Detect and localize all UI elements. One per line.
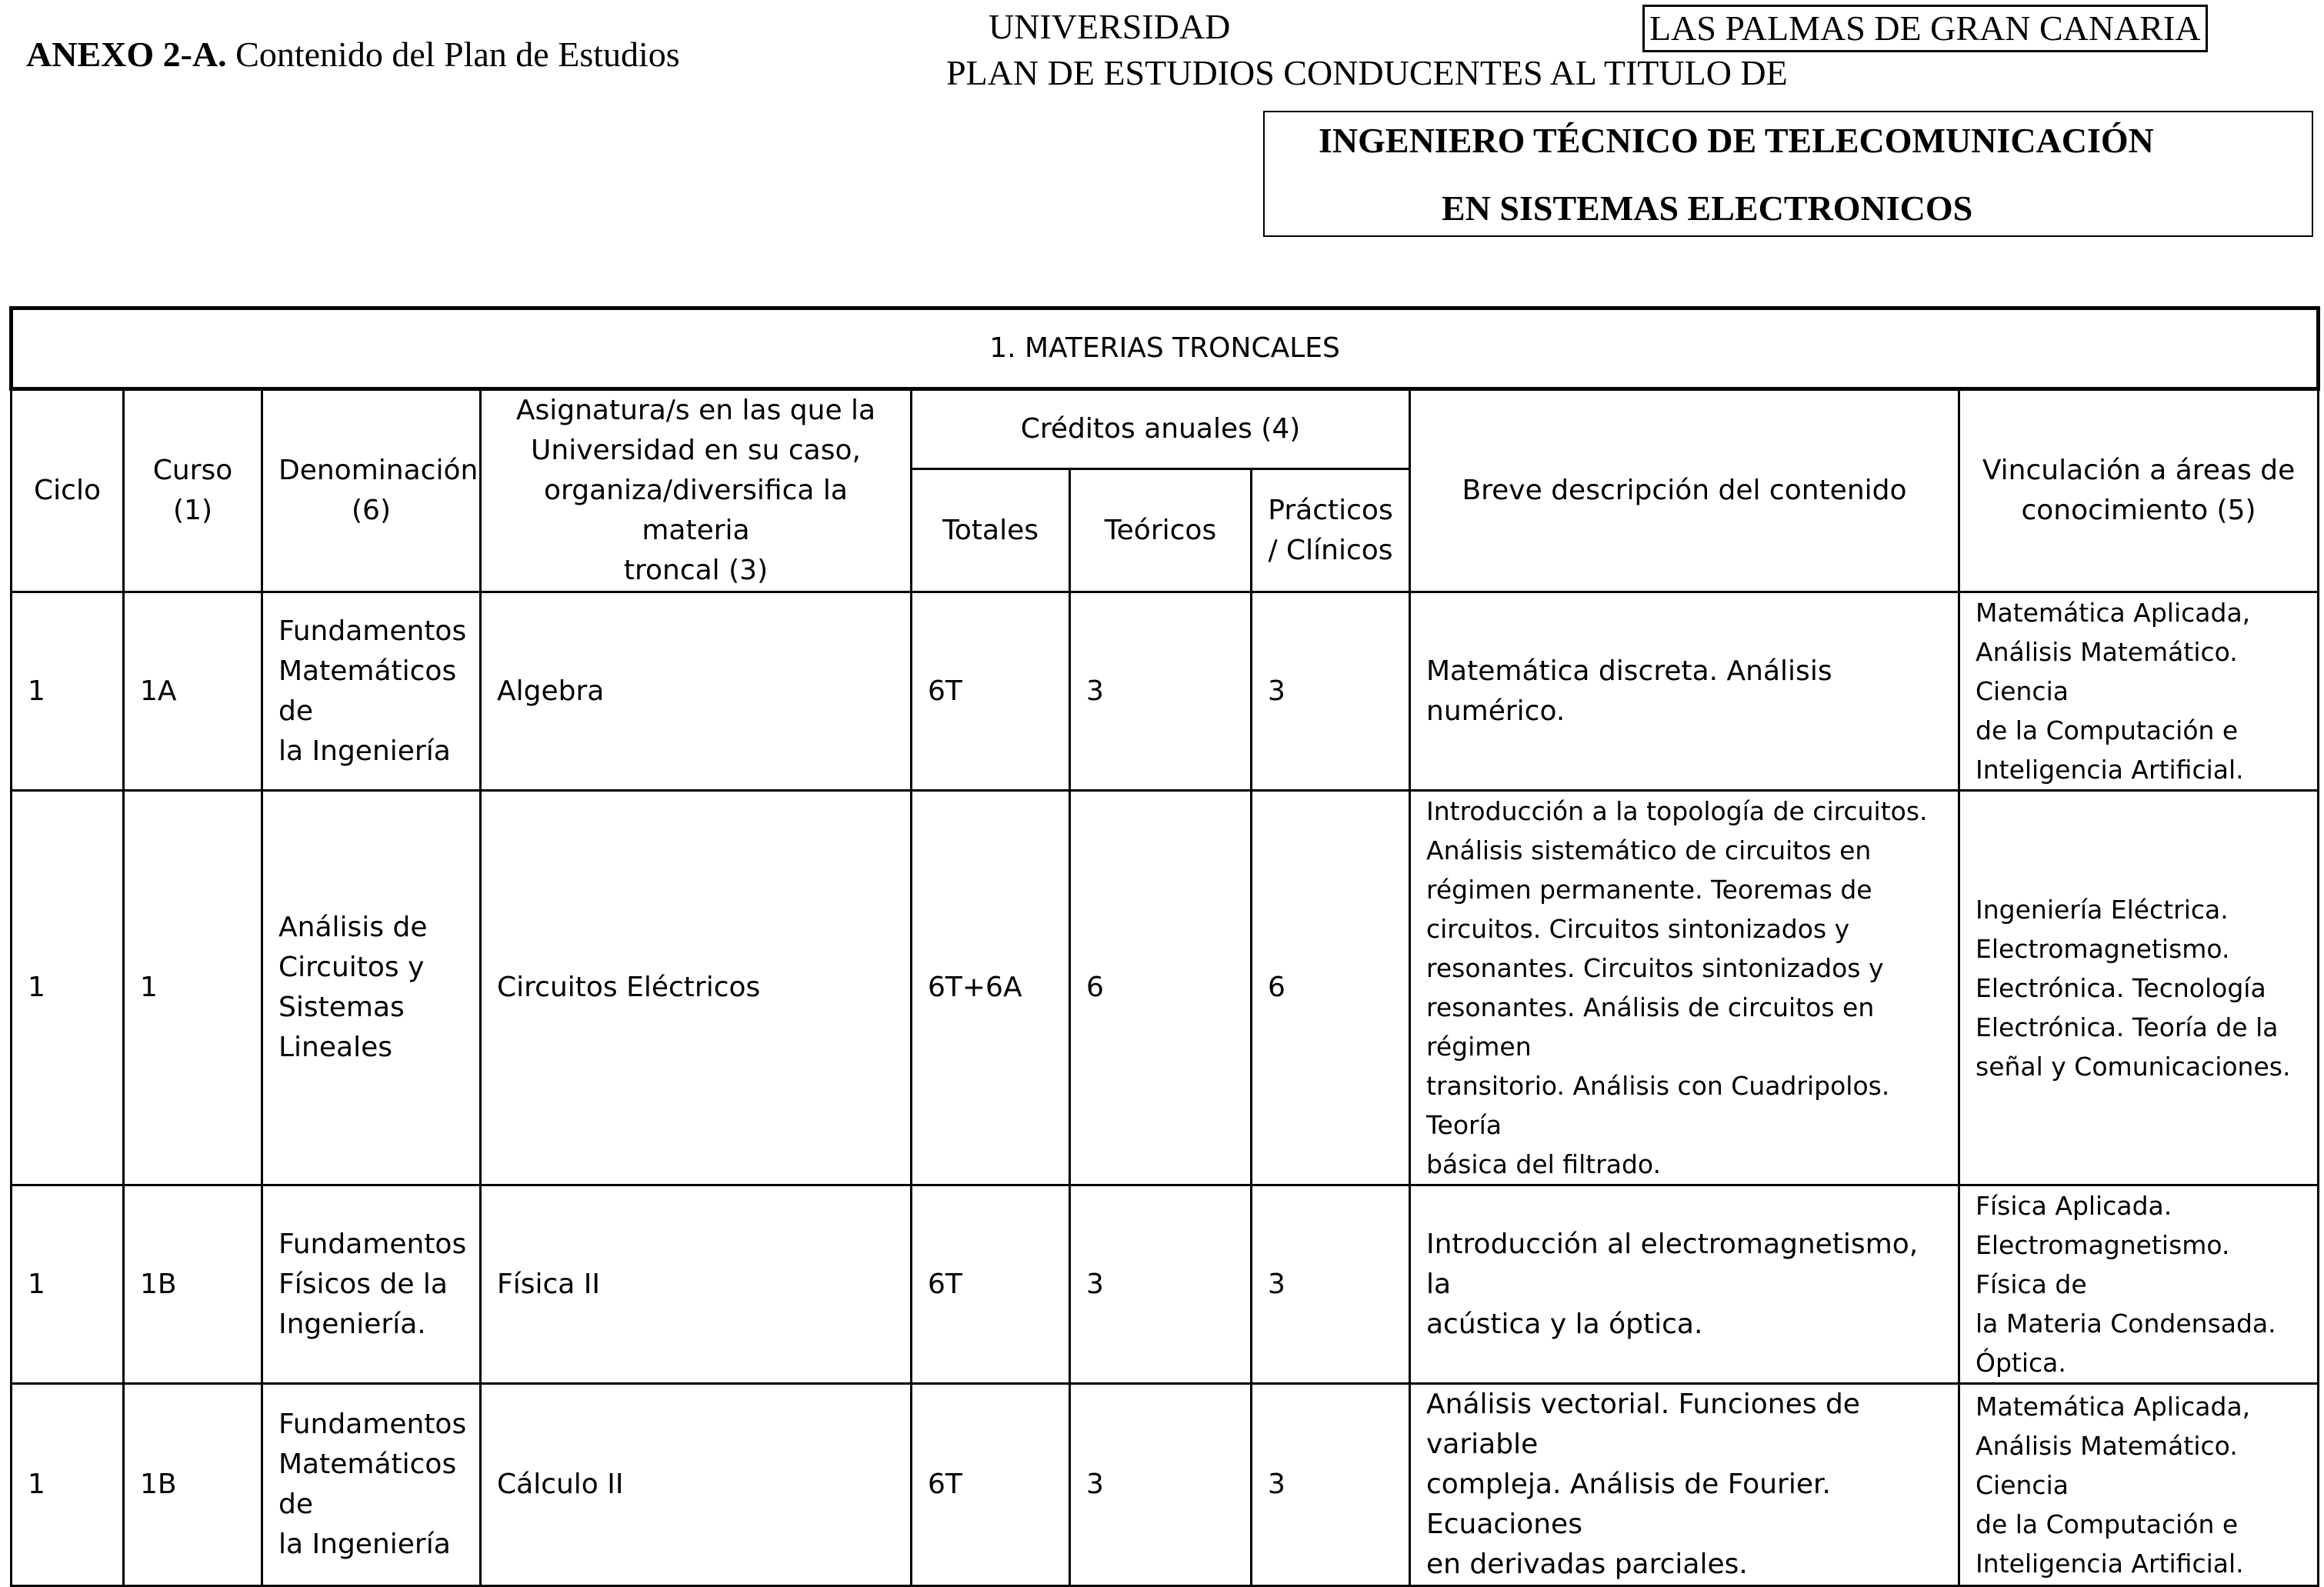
table-title: 1. MATERIAS TRONCALES (12, 308, 2319, 389)
denominacion-line: la Ingeniería (278, 735, 451, 767)
header-denominacion (262, 389, 481, 592)
plan-line: PLAN DE ESTUDIOS CONDUCENTES AL TITULO DE (946, 53, 1788, 92)
header-descripcion: Breve descripción del contenido (1410, 389, 1959, 592)
vinculacion-line: Electromagnetismo. (1976, 933, 2230, 964)
header-practicos (1252, 469, 1410, 592)
header-practicos-line1: Prácticos (1268, 494, 1393, 526)
header-asignatura-line2: Universidad en su caso, (531, 435, 861, 466)
cell-ciclo: 1 (12, 1185, 124, 1384)
header-vinculacion (1959, 389, 2319, 592)
vinculacion-line: Electrónica. Teoría de la (1976, 1012, 2279, 1042)
denominacion-line: Fundamentos (278, 1228, 467, 1260)
vinculacion-line: Inteligencia Artificial. (1976, 1548, 2244, 1579)
cell-descripcion (1410, 592, 1959, 791)
header-curso (124, 389, 262, 592)
cell-totales: 6T (912, 1185, 1070, 1384)
cell-denominacion (262, 592, 481, 791)
cell-totales: 6T+6A (912, 791, 1070, 1185)
header-totales: Totales (912, 469, 1070, 592)
descripcion-line: en derivadas parciales. (1426, 1549, 1748, 1580)
table-row (12, 592, 2319, 791)
descripcion-line: resonantes. Circuitos sintonizados y (1426, 953, 1884, 983)
cell-vinculacion (1959, 592, 2319, 791)
cell-denominacion (262, 1384, 481, 1586)
vinculacion-line: Análisis Matemático. Ciencia (1976, 1430, 2238, 1500)
vinculacion-line: Física Aplicada. (1976, 1191, 2172, 1221)
cell-ciclo: 1 (12, 791, 124, 1185)
cell-descripcion (1410, 1384, 1959, 1586)
vinculacion-line: de la Computación e (1976, 715, 2239, 745)
denominacion-line: Sistemas (278, 992, 405, 1023)
cell-practicos: 6 (1252, 791, 1410, 1185)
annex-title (26, 34, 680, 75)
denominacion-line: la Ingeniería (278, 1529, 451, 1560)
descripcion-line: transitorio. Análisis con Cuadripolos. Teoría (1426, 1071, 1890, 1140)
table-row (12, 791, 2319, 1185)
vinculacion-line: la Materia Condensada. (1976, 1309, 2276, 1339)
cell-curso: 1 (124, 791, 262, 1185)
header-vinculacion-line1: Vinculación a áreas de (1982, 455, 2296, 486)
cell-teoricos: 6 (1070, 791, 1252, 1185)
cell-practicos: 3 (1252, 1384, 1410, 1586)
descripcion-line: Análisis vectorial. Funciones de variable (1426, 1389, 1860, 1460)
denominacion-line: Lineales (278, 1032, 392, 1063)
header-practicos-line2: / Clínicos (1268, 534, 1393, 566)
vinculacion-line: de la Computación e (1976, 1509, 2239, 1539)
cell-curso: 1B (124, 1185, 262, 1384)
header-creditos: Créditos anuales (4) (912, 389, 1410, 469)
cell-vinculacion (1959, 1384, 2319, 1586)
header-curso-line1: Curso (152, 455, 233, 486)
vinculacion-line: Óptica. (1976, 1348, 2066, 1378)
annex-subtitle: Contenido del Plan de Estudios (226, 35, 680, 74)
denominacion-line: Análisis de (278, 912, 428, 943)
cell-vinculacion (1959, 1185, 2319, 1384)
header-vinculacion-line2: conocimiento (5) (2021, 495, 2256, 526)
table-row (12, 1384, 2319, 1586)
cell-totales: 6T (912, 1384, 1070, 1586)
vinculacion-line: Matemática Aplicada, (1976, 1391, 2251, 1422)
vinculacion-line: Ingeniería Eléctrica. (1976, 894, 2229, 925)
cell-teoricos: 3 (1070, 1185, 1252, 1384)
descripcion-line: Introducción al electromagnetismo, la (1426, 1228, 1919, 1300)
cell-curso: 1A (124, 592, 262, 791)
cell-descripcion (1410, 1185, 1959, 1384)
descripcion-line: circuitos. Circuitos sintonizados y (1426, 914, 1850, 944)
header-asignatura (481, 389, 912, 592)
descripcion-line: Introducción a la topología de circuitos. (1426, 796, 1928, 826)
denominacion-line: Fundamentos (278, 615, 467, 647)
header-asignatura-line1: Asignatura/s en las que la (515, 395, 876, 426)
cell-totales: 6T (912, 592, 1070, 791)
descripcion-line: Análisis sistemático de circuitos en (1426, 835, 1872, 865)
vinculacion-line: Matemática Aplicada, (1976, 598, 2251, 628)
degree-box (1263, 111, 2313, 237)
university-name: LAS PALMAS DE GRAN CANARIA (1642, 5, 2208, 52)
cell-asignatura: Física II (481, 1185, 912, 1384)
descripcion-line: régimen permanente. Teoremas de (1426, 875, 1872, 905)
table-row (12, 1185, 2319, 1384)
cell-asignatura: Cálculo II (481, 1384, 912, 1586)
denominacion-line: Fundamentos (278, 1409, 467, 1440)
denominacion-line: Ingeniería. (278, 1308, 426, 1340)
header-asignatura-line3: organiza/diversifica la materia (544, 475, 848, 546)
header-curso-line2: (1) (173, 495, 212, 526)
vinculacion-line: Electrónica. Tecnología (1976, 972, 2266, 1003)
denominacion-line: Físicos de la (278, 1268, 448, 1300)
header-denominacion-line1: Denominación (278, 455, 478, 486)
cell-teoricos: 3 (1070, 1384, 1252, 1586)
degree-title-line1: INGENIERO TÉCNICO DE TELECOMUNICACIÓN (1319, 121, 2154, 160)
descripcion-line: compleja. Análisis de Fourier. Ecuaciones (1426, 1469, 1831, 1540)
cell-denominacion (262, 791, 481, 1185)
cell-vinculacion (1959, 791, 2319, 1185)
cell-curso: 1B (124, 1384, 262, 1586)
denominacion-line: Circuitos y (278, 952, 425, 983)
cell-asignatura: Circuitos Eléctricos (481, 791, 912, 1185)
header-denominacion-line2: (6) (352, 495, 391, 526)
vinculacion-line: Análisis Matemático. Ciencia (1976, 637, 2238, 706)
descripcion-line: básica del filtrado. (1426, 1149, 1662, 1179)
header-row-1 (12, 389, 2319, 469)
cell-practicos: 3 (1252, 1185, 1410, 1384)
descripcion-line: acústica y la óptica. (1426, 1308, 1703, 1340)
denominacion-line: Matemáticos de (278, 1449, 457, 1520)
annex-label: ANEXO 2-A. (26, 35, 227, 74)
header-ciclo: Ciclo (12, 389, 124, 592)
vinculacion-line: Electromagnetismo. Física de (1976, 1230, 2230, 1299)
degree-title-line2: EN SISTEMAS ELECTRONICOS (1442, 188, 1973, 228)
university-label: UNIVERSIDAD (989, 7, 1231, 46)
cell-denominacion (262, 1185, 481, 1384)
denominacion-line: Matemáticos de (278, 655, 457, 727)
header-asignatura-line4: troncal (3) (623, 555, 769, 586)
cell-teoricos: 3 (1070, 592, 1252, 791)
table-title-row (12, 308, 2319, 389)
header-teoricos: Teóricos (1070, 469, 1252, 592)
descripcion-line: resonantes. Análisis de circuitos en régimen (1426, 992, 1875, 1062)
cell-asignatura: Algebra (481, 592, 912, 791)
cell-practicos: 3 (1252, 592, 1410, 791)
descripcion-line: Matemática discreta. Análisis numérico. (1426, 655, 1832, 727)
cell-descripcion (1410, 791, 1959, 1185)
cell-ciclo: 1 (12, 592, 124, 791)
vinculacion-line: Inteligencia Artificial. (1976, 755, 2244, 785)
vinculacion-line: señal y Comunicaciones. (1976, 1051, 2291, 1082)
cell-ciclo: 1 (12, 1384, 124, 1586)
subjects-table (9, 306, 2320, 1587)
